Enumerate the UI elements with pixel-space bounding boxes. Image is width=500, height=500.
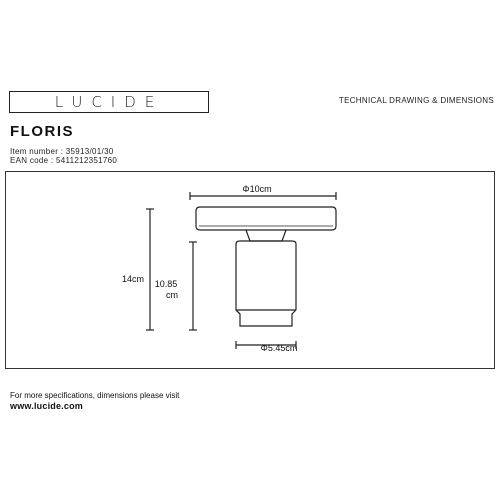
lamp-neck <box>246 230 286 241</box>
lamp-base-body <box>236 241 296 310</box>
logo-text: LUCIDE <box>54 93 164 111</box>
total-height-dimension <box>146 209 154 330</box>
product-name: FLORIS <box>10 123 74 140</box>
lamp-base-foot <box>236 310 296 326</box>
base-diameter-label: Φ5.45cm <box>260 343 298 353</box>
top-diameter-label: Φ10cm <box>242 184 272 194</box>
base-height-unit-label: cm <box>166 290 178 300</box>
base-height-value-label: 10.85 <box>154 279 178 289</box>
total-height-label: 14cm <box>121 274 145 284</box>
base-height-dimension <box>189 242 197 330</box>
ean-code: EAN code : 5411212351760 <box>10 156 118 165</box>
lamp-top-disc <box>196 207 336 230</box>
specifications-note: For more specifications, dimensions please visit <box>10 391 180 400</box>
website-link[interactable]: www.lucide.com <box>10 401 83 411</box>
item-number: Item number : 35913/01/30 <box>10 147 114 156</box>
document-type-label: TECHNICAL DRAWING & DIMENSIONS <box>338 96 494 105</box>
